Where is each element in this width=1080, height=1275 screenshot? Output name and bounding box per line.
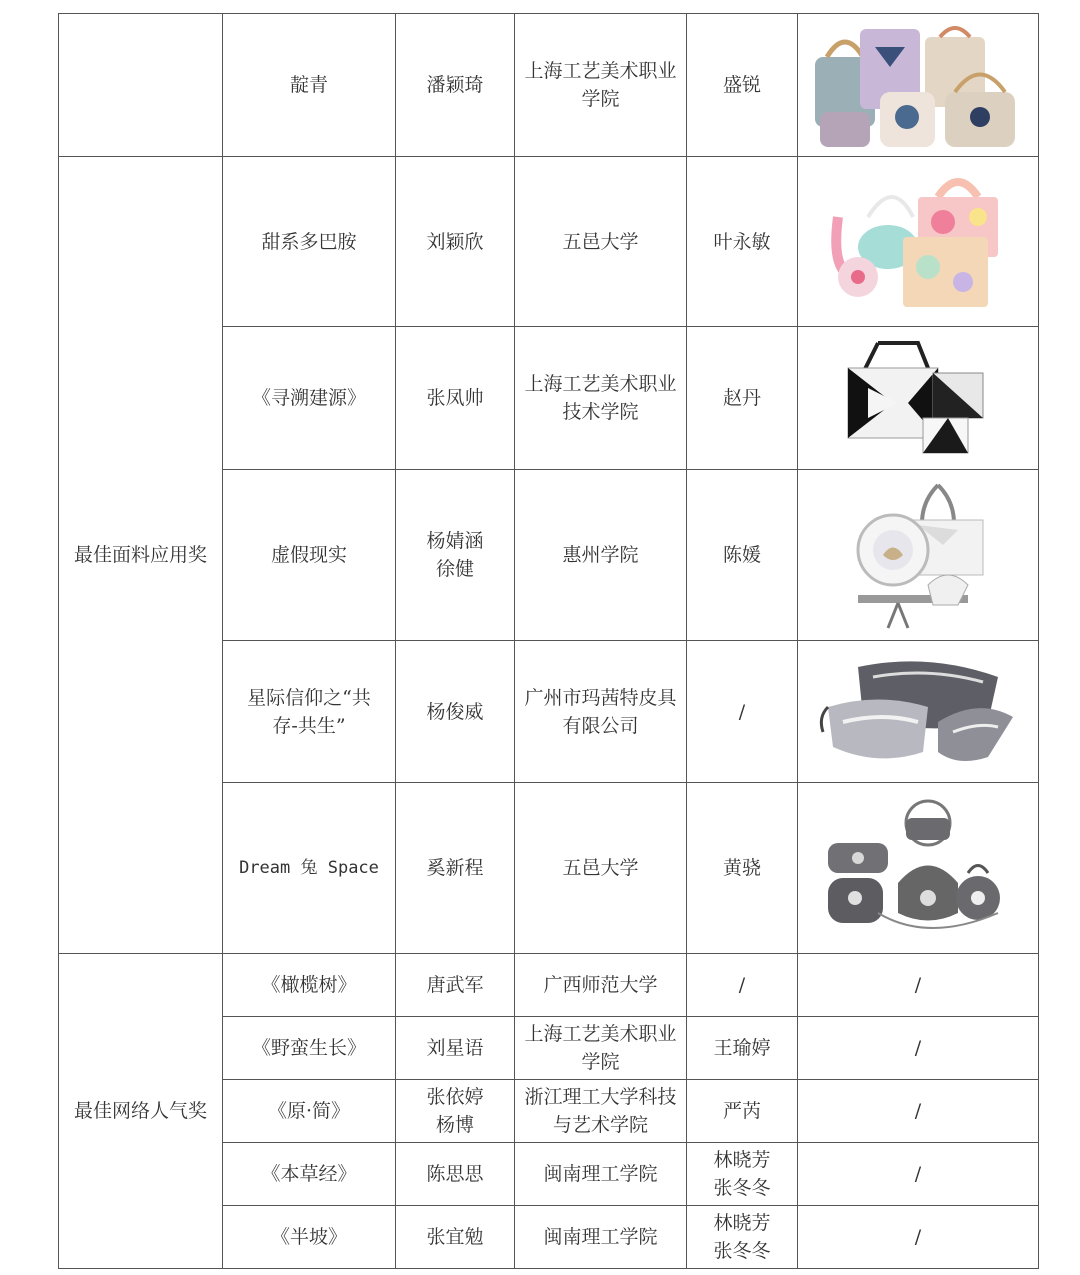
work-photo xyxy=(798,327,1039,470)
award-category-cell: 最佳面料应用奖 xyxy=(59,157,223,954)
bags-silver-puffer-image xyxy=(813,652,1023,772)
teacher-name: 林晓芳 张冬冬 xyxy=(687,1143,798,1206)
table-row xyxy=(59,14,1039,157)
school-name: 五邑大学 xyxy=(515,157,687,327)
designer-name: 奚新程 xyxy=(396,783,515,954)
teacher-name: 盛锐 xyxy=(687,14,798,157)
school-name: 浙江理工大学科技与艺术学院 xyxy=(515,1080,687,1143)
school-name: 惠州学院 xyxy=(515,470,687,641)
table-row xyxy=(59,954,1039,1017)
teacher-name: 赵丹 xyxy=(687,327,798,470)
work-photo xyxy=(798,783,1039,954)
bags-white-sculptural-image xyxy=(838,475,998,635)
work-title: 靛青 xyxy=(223,14,396,157)
work-title: Dream 兔 Space xyxy=(223,783,396,954)
bags-grey-round-image xyxy=(818,793,1018,943)
work-title: 虚假现实 xyxy=(223,470,396,641)
designer-name: 刘星语 xyxy=(396,1017,515,1080)
award-category-cell: 最佳网络人气奖 xyxy=(59,954,223,1269)
designer-name: 陈思思 xyxy=(396,1143,515,1206)
award-category-cell xyxy=(59,14,223,157)
bags-black-white-geometric-image xyxy=(838,333,998,463)
bags-indigo-embroidered-image xyxy=(805,17,1031,153)
work-photo xyxy=(798,470,1039,641)
work-photo: / xyxy=(798,1206,1039,1269)
work-title: 《橄榄树》 xyxy=(223,954,396,1017)
work-photo xyxy=(798,14,1039,157)
teacher-name: 王瑜婷 xyxy=(687,1017,798,1080)
work-title: 《半坡》 xyxy=(223,1206,396,1269)
school-name: 广州市玛茜特皮具有限公司 xyxy=(515,641,687,783)
teacher-name: 严芮 xyxy=(687,1080,798,1143)
designer-name: 杨婧涵 徐健 xyxy=(396,470,515,641)
teacher-name: 陈媛 xyxy=(687,470,798,641)
school-name: 闽南理工学院 xyxy=(515,1143,687,1206)
work-photo: / xyxy=(798,1080,1039,1143)
work-title: 《原·简》 xyxy=(223,1080,396,1143)
teacher-name: 黄骁 xyxy=(687,783,798,954)
table-row xyxy=(59,157,1039,327)
work-title: 《本草经》 xyxy=(223,1143,396,1206)
designer-name: 张依婷 杨博 xyxy=(396,1080,515,1143)
work-photo: / xyxy=(798,954,1039,1017)
work-photo: / xyxy=(798,1017,1039,1080)
designer-name: 唐武军 xyxy=(396,954,515,1017)
school-name: 广西师范大学 xyxy=(515,954,687,1017)
school-name: 闽南理工学院 xyxy=(515,1206,687,1269)
designer-name: 张凤帅 xyxy=(396,327,515,470)
teacher-name: / xyxy=(687,641,798,783)
teacher-name: / xyxy=(687,954,798,1017)
designer-name: 潘颖琦 xyxy=(396,14,515,157)
work-title: 甜系多巴胺 xyxy=(223,157,396,327)
work-photo xyxy=(798,641,1039,783)
bags-pastel-floral-image xyxy=(818,167,1018,317)
teacher-name: 叶永敏 xyxy=(687,157,798,327)
school-name: 上海工艺美术职业学院 xyxy=(515,14,687,157)
school-name: 上海工艺美术职业学院 xyxy=(515,1017,687,1080)
designer-name: 杨俊威 xyxy=(396,641,515,783)
work-title: 《寻溯建源》 xyxy=(223,327,396,470)
school-name: 五邑大学 xyxy=(515,783,687,954)
teacher-name: 林晓芳 张冬冬 xyxy=(687,1206,798,1269)
work-photo: / xyxy=(798,1143,1039,1206)
designer-name: 刘颖欣 xyxy=(396,157,515,327)
work-title: 《野蛮生长》 xyxy=(223,1017,396,1080)
work-photo xyxy=(798,157,1039,327)
designer-name: 张宜勉 xyxy=(396,1206,515,1269)
awards-table xyxy=(58,13,1039,1269)
work-title: 星际信仰之“共存-共生” xyxy=(223,641,396,783)
school-name: 上海工艺美术职业技术学院 xyxy=(515,327,687,470)
